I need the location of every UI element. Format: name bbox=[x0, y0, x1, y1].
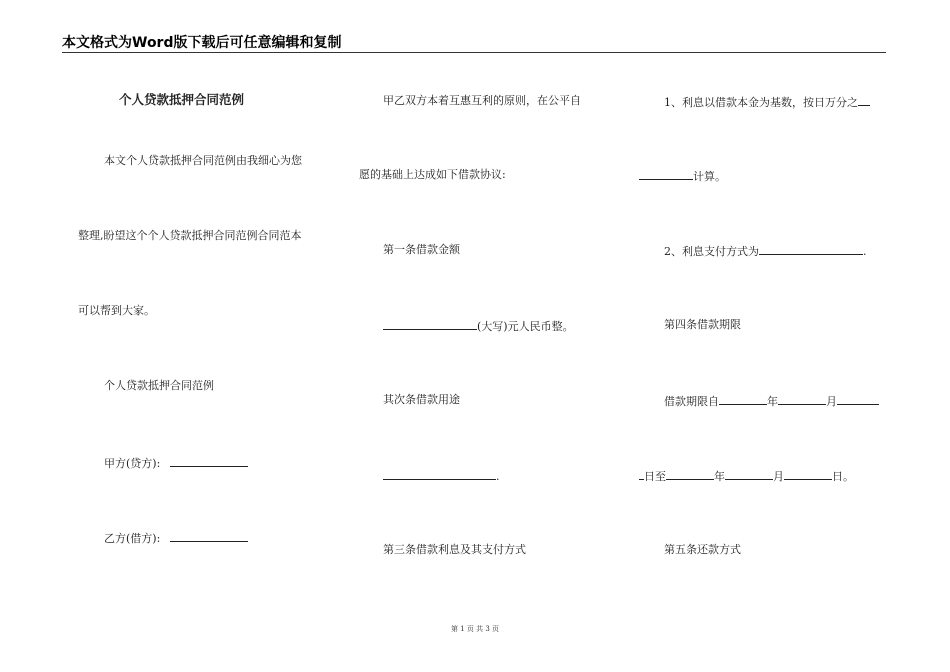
end-day-label: 日。 bbox=[832, 470, 854, 483]
article-4-heading: 第四条借款期限 bbox=[664, 318, 741, 331]
party-a-blank bbox=[170, 455, 248, 467]
end-year-blank bbox=[666, 468, 714, 480]
party-b-blank bbox=[170, 530, 248, 542]
start-month-blank bbox=[778, 393, 826, 405]
article-3-heading: 第三条借款利息及其支付方式 bbox=[383, 543, 526, 556]
article-1-heading: 第一条借款金额 bbox=[383, 243, 460, 256]
end-month-label: 月 bbox=[773, 470, 784, 483]
interest-rate-label: 1、利息以借款本金为基数，按日万分之 bbox=[664, 96, 858, 109]
start-year-blank bbox=[719, 393, 767, 405]
term-end-line bbox=[639, 468, 854, 484]
section-subtitle: 个人贷款抵押合同范例 bbox=[104, 379, 214, 392]
party-b-label: 乙方(借方): bbox=[104, 532, 161, 545]
article-5-heading: 第五条还款方式 bbox=[664, 543, 741, 556]
preamble-line-2: 愿的基础上达成如下借款协议: bbox=[359, 168, 506, 181]
end-day-blank bbox=[784, 468, 832, 480]
start-month-label: 月 bbox=[826, 395, 837, 408]
interest-rate-blank bbox=[858, 94, 870, 106]
party-a-line bbox=[104, 455, 248, 471]
interest-item-1-cont bbox=[639, 168, 726, 184]
amount-line bbox=[383, 318, 574, 334]
page-number: 第 1 页 共 3 页 bbox=[450, 625, 500, 633]
term-prefix: 借款期限自 bbox=[664, 395, 719, 408]
interest-rate-suffix: 计算。 bbox=[693, 170, 726, 183]
start-year-label: 年 bbox=[767, 395, 778, 408]
party-a-label: 甲方(贷方): bbox=[104, 457, 161, 470]
amount-blank bbox=[383, 318, 477, 330]
intro-line-2: 整理,盼望这个个人贷款抵押合同范例合同范本 bbox=[78, 229, 302, 242]
purpose-line bbox=[383, 468, 500, 484]
interest-rate-blank-cont bbox=[639, 168, 693, 180]
end-month-blank bbox=[725, 468, 773, 480]
day-to-label: 日至 bbox=[644, 470, 666, 483]
article-2-heading: 其次条借款用途 bbox=[383, 393, 460, 406]
document-header: 本文格式为Word版下载后可任意编辑和复制 bbox=[62, 34, 886, 53]
payment-method-blank bbox=[759, 243, 863, 255]
interest-item-1 bbox=[664, 94, 870, 110]
intro-line-1: 本文个人贷款抵押合同范例由我细心为您 bbox=[104, 154, 302, 167]
preamble-line-1: 甲乙双方本着互惠互利的原则，在公平自 bbox=[383, 94, 581, 107]
payment-method-label: 2、利息支付方式为 bbox=[664, 245, 759, 258]
start-day-blank bbox=[837, 393, 879, 405]
interest-item-2 bbox=[664, 243, 867, 259]
term-start-line bbox=[664, 393, 879, 409]
end-year-label: 年 bbox=[714, 470, 725, 483]
intro-line-3: 可以帮到大家。 bbox=[78, 304, 155, 317]
purpose-end: . bbox=[496, 470, 500, 483]
amount-suffix: (大写)元人民币整。 bbox=[477, 320, 574, 333]
purpose-blank bbox=[383, 468, 496, 480]
document-title: 个人贷款抵押合同范例 bbox=[119, 92, 245, 107]
party-b-line bbox=[104, 530, 248, 546]
payment-method-end: . bbox=[863, 245, 867, 258]
